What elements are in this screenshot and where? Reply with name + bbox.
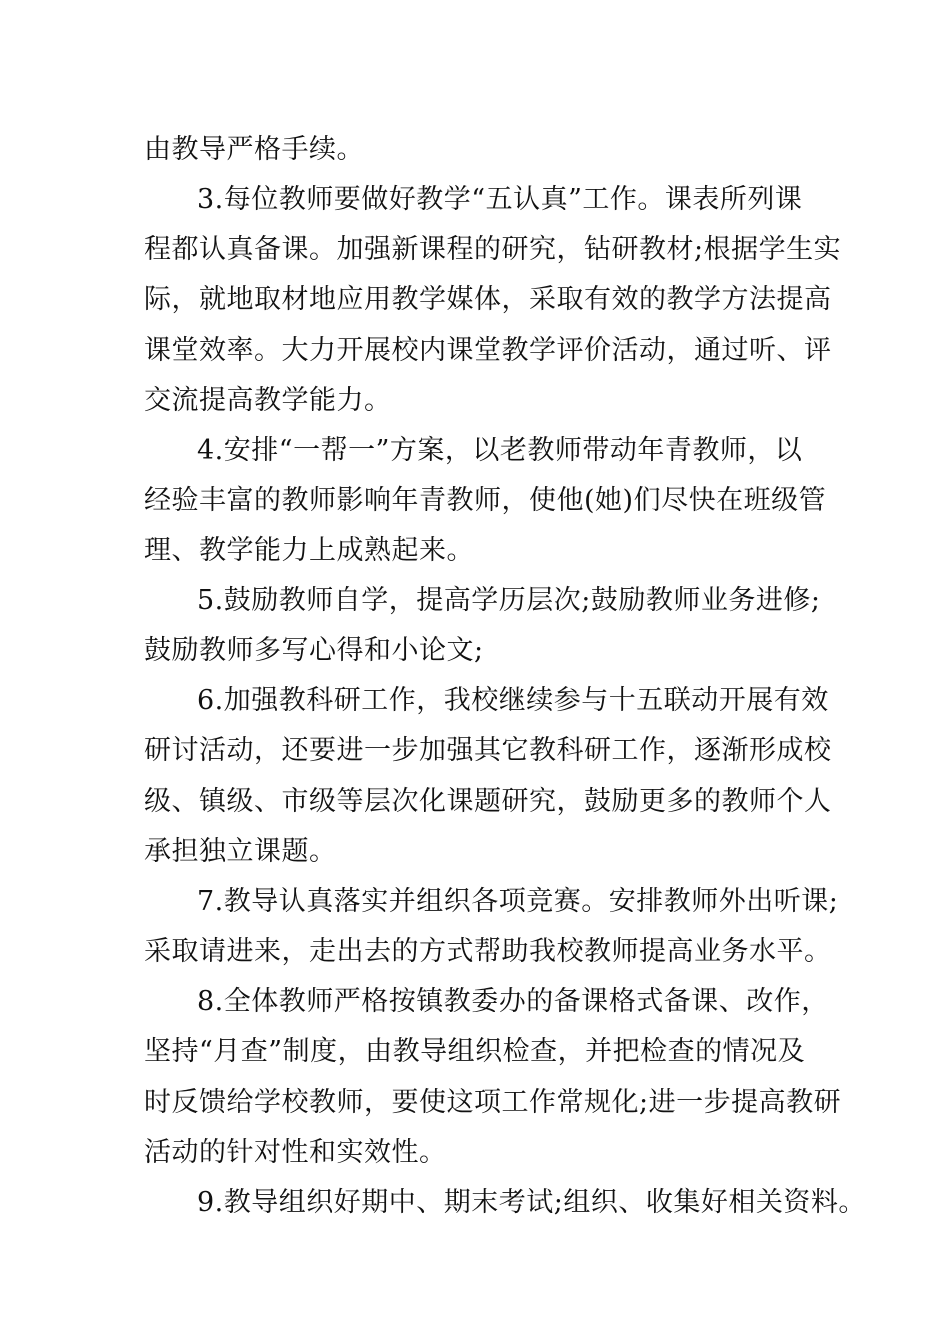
item-6-line-3: 级、镇级、市级等层次化课题研究，鼓励更多的教师个人 [144,786,832,817]
item-9-line-1: 9.教导组织好期中、期末考试;组织、收集好相关资料。 [197,1187,866,1218]
item-4-line-2: 经验丰富的教师影响年青教师，使他(她)们尽快在班级管 [144,485,827,516]
item-5-line-2: 鼓励教师多写心得和小论文; [144,635,484,666]
item-6-line-1: 6.加强教科研工作，我校继续参与十五联动开展有效 [197,685,829,716]
item-4-line-3: 理、教学能力上成熟起来。 [144,535,474,566]
item-8-line-1: 8.全体教师严格按镇教委办的备课格式备课、改作， [197,986,829,1017]
item-6-line-4: 承担独立课题。 [144,836,337,867]
item-3-line-2: 程都认真备课。加强新课程的研究，钻研教材;根据学生实 [144,234,842,265]
item-8-line-3: 时反馈给学校教师，要使这项工作常规化;进一步提高教研 [144,1087,842,1118]
item-6-line-2: 研讨活动，还要进一步加强其它教科研工作，逐渐形成校 [144,735,832,766]
item-8-line-2: 坚持“月查”制度，由教导组织检查，并把检查的情况及 [144,1036,806,1067]
item-8-line-4: 活动的针对性和实效性。 [144,1137,447,1168]
text-line-1: 由教导严格手续。 [144,134,364,165]
item-3-line-4: 课堂效率。大力开展校内课堂教学评价活动，通过听、评 [144,335,832,366]
item-7-line-2: 采取请进来，走出去的方式帮助我校教师提高业务水平。 [144,936,832,967]
item-3-line-5: 交流提高教学能力。 [144,385,392,416]
item-3-line-3: 际，就地取材地应用教学媒体，采取有效的教学方法提高 [144,284,832,315]
item-7-line-1: 7.教导认真落实并组织各项竞赛。安排教师外出听课; [197,886,839,917]
item-3-line-1: 3.每位教师要做好教学“五认真”工作。课表所列课 [197,184,803,215]
item-5-line-1: 5.鼓励教师自学，提高学历层次;鼓励教师业务进修; [197,585,821,616]
item-4-line-1: 4.安排“一帮一”方案，以老教师带动年青教师，以 [197,435,803,466]
